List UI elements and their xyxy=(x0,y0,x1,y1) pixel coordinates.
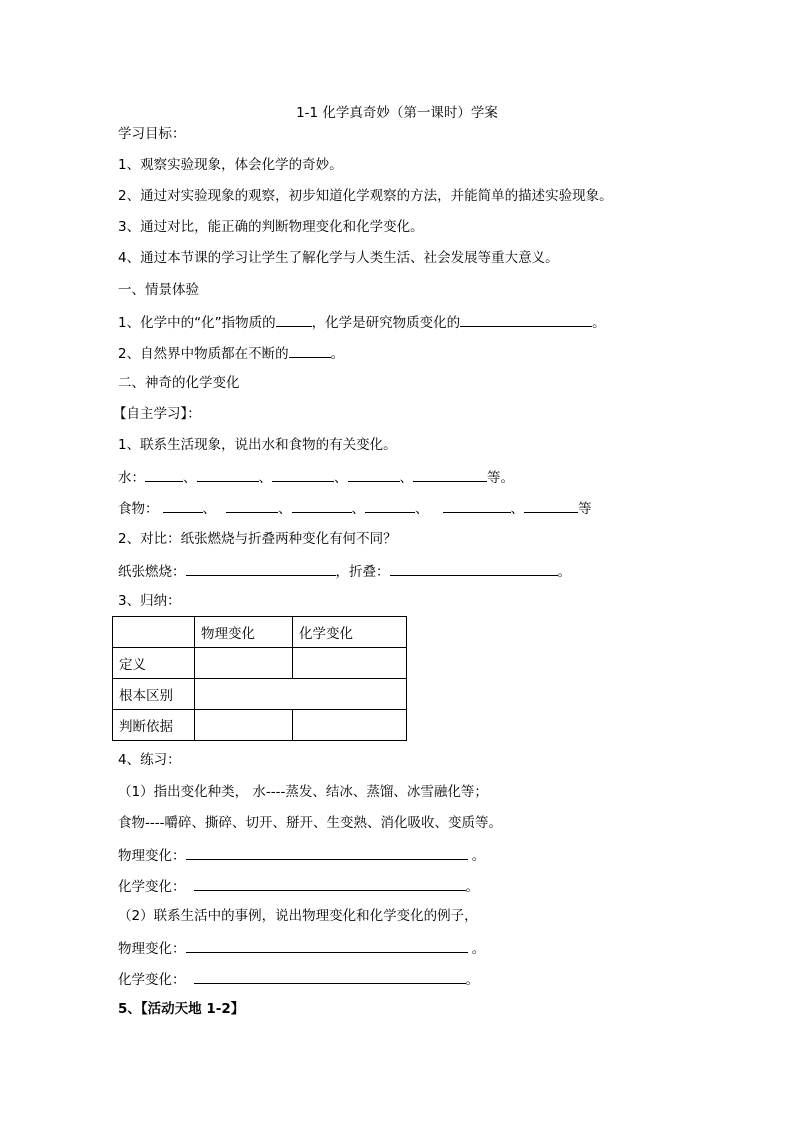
separator: 、 xyxy=(351,501,365,517)
summary-table xyxy=(112,616,407,741)
burn-label: 纸张燃烧： xyxy=(118,564,186,580)
objective-item: 2、通过对实验现象的观察，初步知道化学观察的方法，并能简单的描述实验现象。 xyxy=(118,188,613,204)
chemical-row-2 xyxy=(118,969,479,989)
answer-blank[interactable] xyxy=(197,467,259,482)
section1-heading: 一、情景体验 xyxy=(118,282,199,298)
food-end: 等 xyxy=(578,501,592,517)
separator: 、 xyxy=(278,501,292,517)
table-header: 物理变化 xyxy=(195,617,293,648)
answer-blank[interactable] xyxy=(186,561,336,576)
separator: 、 xyxy=(415,501,429,517)
physical-label: 物理变化： xyxy=(118,848,186,864)
table-header: 化学变化 xyxy=(293,617,407,648)
table-cell[interactable] xyxy=(293,648,407,679)
burn-fold-row xyxy=(118,561,571,581)
answer-blank[interactable] xyxy=(413,467,487,482)
objective-item: 4、通过本节课的学习让学生了解化学与人类生活、社会发展等重大意义。 xyxy=(118,250,559,266)
self-study-heading: 【自主学习】： xyxy=(113,406,201,422)
answer-blank[interactable] xyxy=(524,498,578,513)
section1-question-1 xyxy=(118,312,606,332)
exercise-1-food: 食物----嚼碎、撕碎、切开、掰开、生变熟、消化吸收、变质等。 xyxy=(118,815,502,831)
section2-question-4: 4、练习： xyxy=(118,752,181,768)
answer-blank[interactable] xyxy=(292,498,352,513)
answer-blank[interactable] xyxy=(163,498,203,513)
separator: 、 xyxy=(334,470,348,486)
objective-item: 3、通过对比，能正确的判断物理变化和化学变化。 xyxy=(118,219,424,235)
section2-question-2: 2、对比：纸张燃烧与折叠两种变化有何不同？ xyxy=(118,531,397,547)
food-row xyxy=(118,498,592,518)
table-row-label: 根本区别 xyxy=(113,679,195,710)
table-cell[interactable] xyxy=(195,710,293,741)
fold-label: ，折叠： xyxy=(335,564,390,580)
objective-item: 1、观察实验现象，体会化学的奇妙。 xyxy=(118,157,343,173)
answer-blank[interactable] xyxy=(365,498,415,513)
answer-blank[interactable] xyxy=(194,969,466,984)
answer-blank[interactable] xyxy=(145,467,183,482)
separator: 、 xyxy=(183,470,197,486)
chemical-row-1 xyxy=(118,876,479,896)
period: 。 xyxy=(471,848,486,864)
q1-text-b: ，化学是研究物质变化的 xyxy=(311,315,461,331)
table-cell[interactable] xyxy=(195,679,407,710)
section1-question-2 xyxy=(118,343,344,363)
table-row xyxy=(113,679,407,710)
section2-question-1: 1、联系生活现象，说出水和食物的有关变化。 xyxy=(118,437,397,453)
objectives-heading: 学习目标： xyxy=(118,126,186,142)
physical-label: 物理变化： xyxy=(118,941,186,957)
food-label: 食物： xyxy=(118,501,159,517)
separator: 、 xyxy=(202,501,216,517)
page-title: 1-1 化学真奇妙（第一课时）学案 xyxy=(296,105,498,121)
table-cell[interactable] xyxy=(195,648,293,679)
table-row xyxy=(113,617,407,648)
water-row xyxy=(118,467,514,487)
table-cell[interactable] xyxy=(293,710,407,741)
chemical-label: 化学变化： xyxy=(118,972,186,988)
water-label: 水： xyxy=(118,470,145,486)
q1-text-c: 。 xyxy=(592,315,606,331)
exercise-1: （1）指出变化种类， 水----蒸发、结冰、蒸馏、冰雪融化等； xyxy=(118,784,488,800)
section2-heading: 二、神奇的化学变化 xyxy=(118,375,240,391)
table-row xyxy=(113,710,407,741)
answer-blank[interactable] xyxy=(186,938,468,953)
table-row-label: 定义 xyxy=(113,648,195,679)
separator: 、 xyxy=(399,470,413,486)
answer-blank[interactable] xyxy=(272,467,334,482)
water-end: 等。 xyxy=(487,470,514,486)
section2-question-3: 3、归纳： xyxy=(118,593,181,609)
answer-blank[interactable] xyxy=(289,343,331,358)
period: 。 xyxy=(471,941,486,957)
q2-text-a: 2、自然界中物质都在不断的 xyxy=(118,346,289,362)
answer-blank[interactable] xyxy=(276,312,312,327)
table-row xyxy=(113,648,407,679)
table-row-label: 判断依据 xyxy=(113,710,195,741)
q2-text-b: 。 xyxy=(330,346,345,362)
table-cell xyxy=(113,617,195,648)
answer-blank[interactable] xyxy=(186,845,468,860)
answer-blank[interactable] xyxy=(194,876,466,891)
physical-row-1 xyxy=(118,845,485,865)
q1-text-a: 1、化学中的“化”指物质的 xyxy=(118,315,276,331)
physical-row-2 xyxy=(118,938,485,958)
answer-blank[interactable] xyxy=(443,498,511,513)
period: 。 xyxy=(465,972,479,988)
answer-blank[interactable] xyxy=(460,312,592,327)
answer-blank[interactable] xyxy=(226,498,278,513)
separator: 、 xyxy=(510,501,524,517)
answer-blank[interactable] xyxy=(348,467,400,482)
section2-question-5: 5、【活动天地 1-2】 xyxy=(118,1001,245,1017)
period: 。 xyxy=(465,879,479,895)
separator: 、 xyxy=(258,470,272,486)
exercise-2: （2）联系生活中的事例，说出物理变化和化学变化的例子， xyxy=(118,908,478,924)
chemical-label: 化学变化： xyxy=(118,879,186,895)
answer-blank[interactable] xyxy=(390,561,558,576)
period: 。 xyxy=(557,564,571,580)
